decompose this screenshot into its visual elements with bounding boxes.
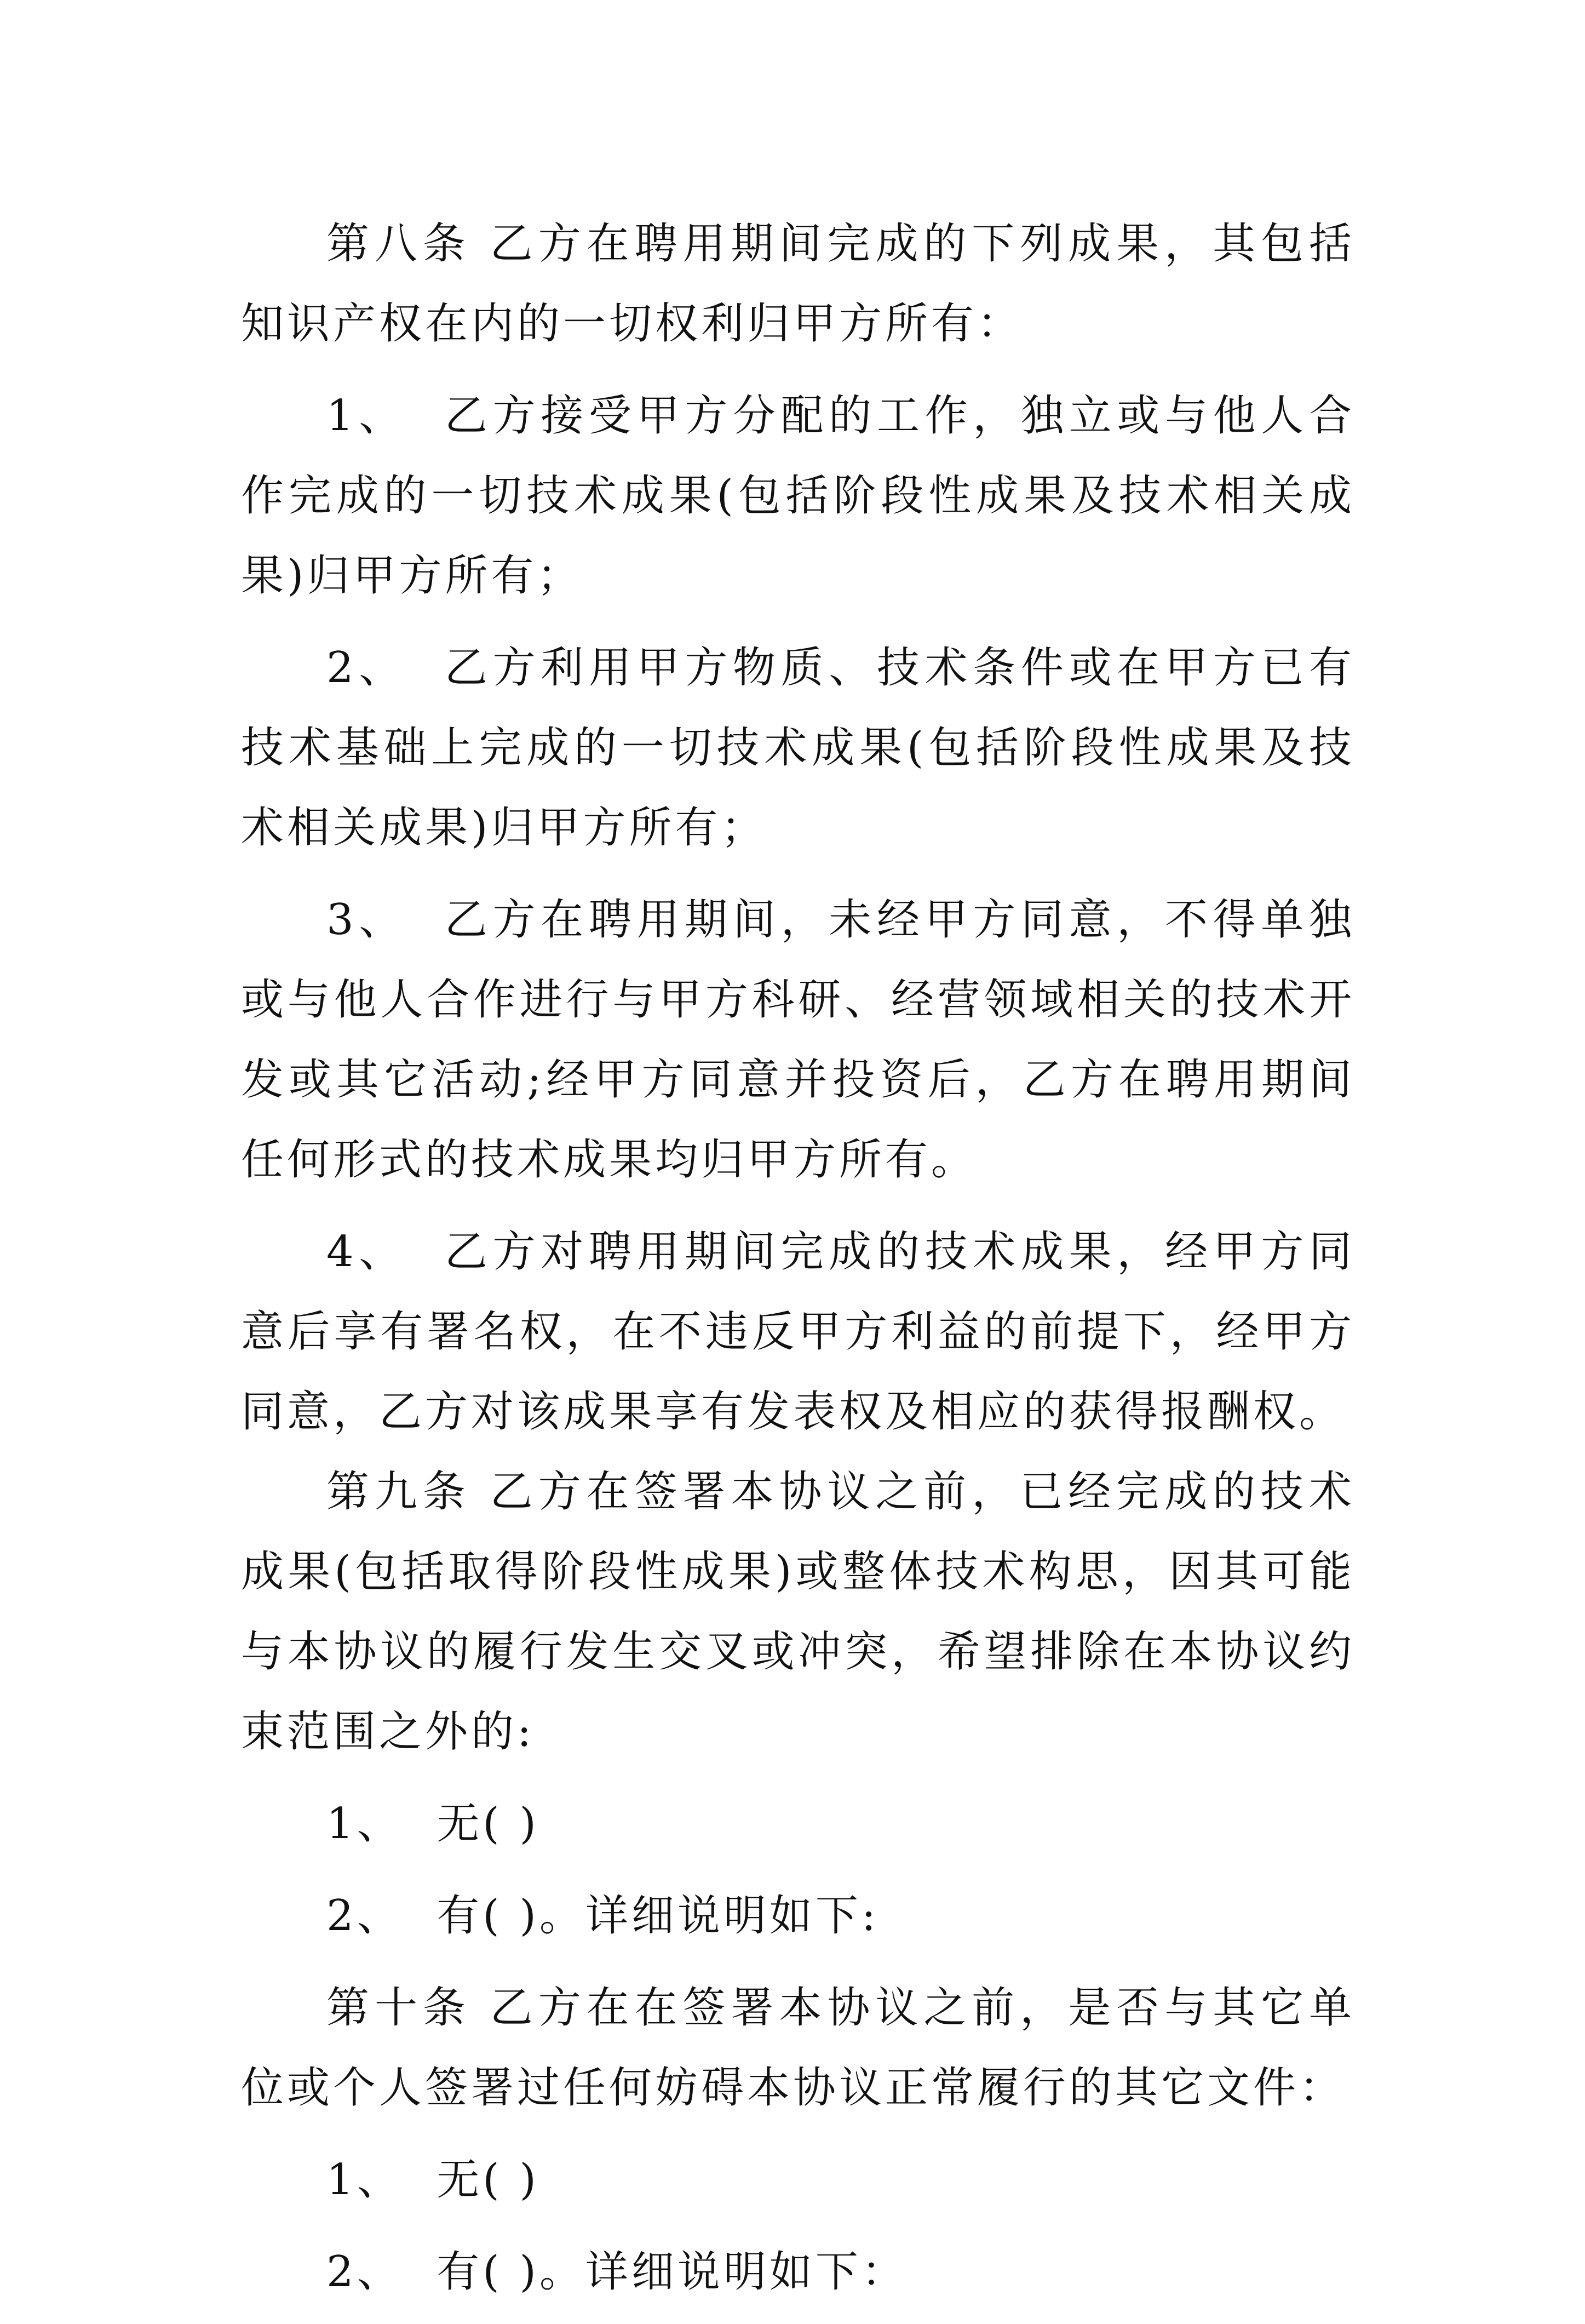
article-8 <box>241 204 1355 364</box>
article-8-item-3 <box>241 880 1355 1200</box>
option-number: 2、 <box>326 1891 403 1941</box>
option-number: 1、 <box>326 2155 403 2205</box>
item-text: 乙方在聘用期间，未经甲方同意，不得单独或与他人合作进行与甲方科研、经营领域相关的技术开发或其它活动;经甲方同意并投资后，乙方在聘用期间任何形式的技术成果均归甲方所有。 <box>241 895 1355 1184</box>
option-text: 无( ) <box>437 1799 539 1848</box>
article-9-option-2 <box>241 1876 1355 1956</box>
article-9-heading: 第九条 <box>326 1467 471 1516</box>
article-10 <box>241 1968 1355 2128</box>
item-text: 乙方利用甲方物质、技术条件或在甲方已有技术基础上完成的一切技术成果(包括阶段性成果及技术相关成果)归甲方所有； <box>241 643 1355 852</box>
option-text: 无( ) <box>437 2155 539 2205</box>
article-8-item-1 <box>241 376 1355 616</box>
article-9-text: 乙方在签署本协议之前，已经完成的技术成果(包括取得阶段性成果)或整体技术构思，因其可能与本协议的履行发生交叉或冲突，希望排除在本协议约束范围之外的: <box>241 1467 1355 1756</box>
article-10-option-1 <box>241 2140 1355 2220</box>
article-8-text: 乙方在聘用期间完成的下列成果，其包括知识产权在内的一切权利归甲方所有： <box>241 219 1355 348</box>
article-9-option-1 <box>241 1784 1355 1864</box>
item-number: 1、 <box>326 391 407 440</box>
option-number: 2、 <box>326 2247 403 2297</box>
item-number: 4、 <box>326 1227 407 1277</box>
item-text: 乙方对聘用期间完成的技术成果，经甲方同意后享有署名权，在不违反甲方利益的前提下，经甲方同意，乙方对该成果享有发表权及相应的获得报酬权。 <box>241 1227 1355 1436</box>
option-number: 1、 <box>326 1799 403 1848</box>
item-text: 乙方接受甲方分配的工作，独立或与他人合作完成的一切技术成果(包括阶段性成果及技术相关成果)归甲方所有； <box>241 391 1355 600</box>
article-9 <box>241 1452 1355 1772</box>
item-number: 2、 <box>326 643 407 692</box>
article-10-text: 乙方在在签署本协议之前，是否与其它单位或个人签署过任何妨碍本协议正常履行的其它文件： <box>241 1983 1355 2113</box>
article-10-option-2 <box>241 2232 1355 2312</box>
article-10-heading: 第十条 <box>326 1983 471 2033</box>
item-number: 3、 <box>326 895 407 945</box>
article-8-heading: 第八条 <box>326 219 471 268</box>
article-8-item-4 <box>241 1212 1355 1452</box>
option-text: 有( )。详细说明如下: <box>437 1891 880 1941</box>
article-8-item-2 <box>241 628 1355 868</box>
document-body <box>241 204 1355 2324</box>
option-text: 有( )。详细说明如下： <box>437 2247 908 2297</box>
